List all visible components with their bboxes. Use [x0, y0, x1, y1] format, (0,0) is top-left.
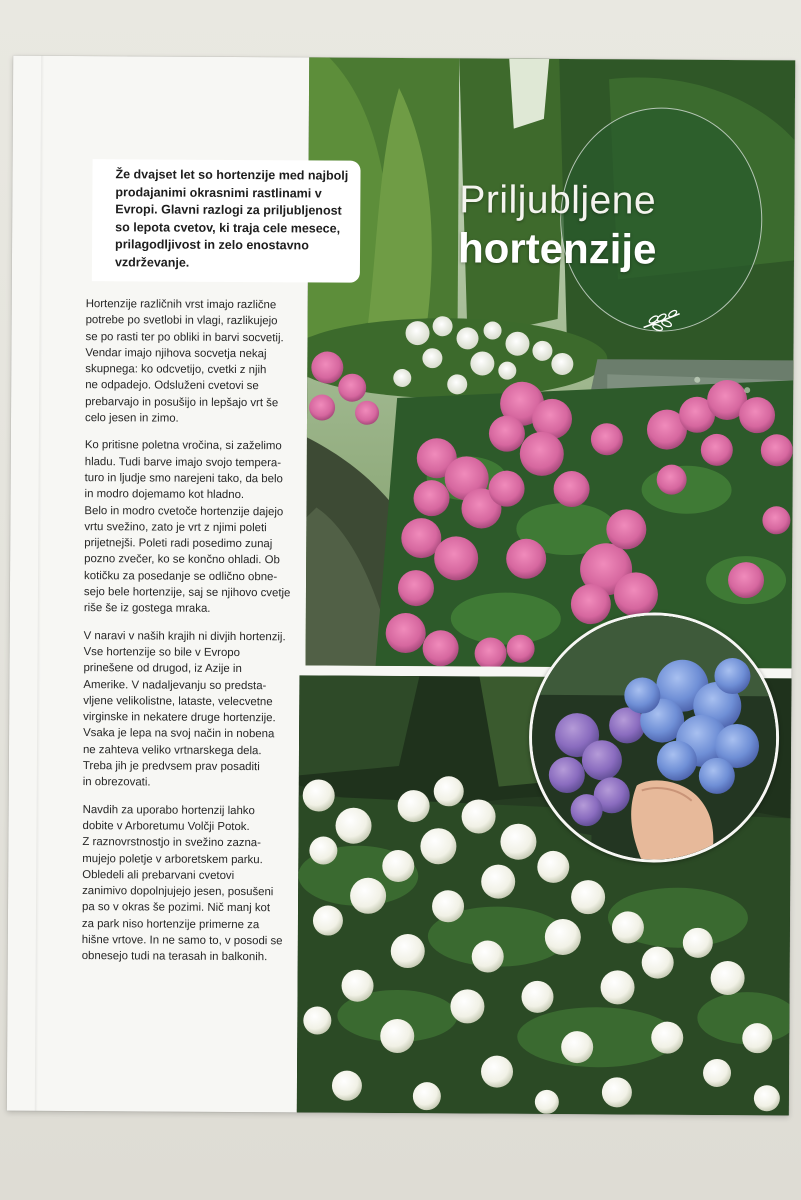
body-paragraph: Ko pritisne poletna vročina, si zaželimo hladu. Tudi barve imajo svojo tempera- turo in ljudje smo narejeni tako, da belo in modro dojemamo kot hladno. Belo in modro cvetoče hortenzije dajejo vrtu svežino, zato je vrt z njimi poleti prijetnejši. Poleti radi posedimo zunaj pozno zvečer, ko se končno ohladi. Ob kotičku za posedanje se odlično obne- sejo bele hortenzije, saj se njihovo cvetje riše še iz gostega mraka. — [83, 439, 291, 616]
page-spine-shadow — [35, 56, 44, 1111]
blue-hydrangea-in-hand-photo — [528, 612, 780, 864]
body-text-column — [82, 296, 304, 977]
article-title-line2: hortenzije — [457, 224, 657, 273]
leaf-sprig-icon — [640, 307, 684, 333]
article-title-line1: Priljubljene — [459, 178, 657, 223]
magazine-page — [7, 56, 795, 1116]
body-paragraph: Navdih za uporabo hortenzij lahko dobite v Arboretumu Volčji Potok. Z raznovrstnostjo in svežino zazna- mujejo poletje v arboretskem parku. Obledeli ali prebarvani cvetovi zanimivo dopolnjujejo jesen, posušeni pa so v okras še pozimi. Nič manj kot za park niso hortenzije primerne za hišne vrtove. In ne samo to, v posodi se obnesejo tudi na terasah in balkonih. — [81, 803, 283, 964]
body-paragraph: Hortenzije različnih vrst imajo različne potrebe po svetlobi in vlagi, razlikujejo se po rasti ter po obliki in barvi socvetij. Vendar imajo njihova socvetja nekaj skupnega: ko odcvetijo, cvetki z njih ne odpadejo. Odsluženi cvetovi se prebarvajo in posušijo in lepšajo vrt še celo jesen in zimo. — [84, 298, 284, 425]
body-paragraph: V naravi v naših krajih ni divjih hortenzij. Vse hortenzije so bile v Evropo prinešene od drugod, iz Azije in Amerike. V nadaljevanju so predsta- vljene velikolistne, lataste, velecvetne virginske in nekatere druge hortenzije. Vsaka je lepa na svoj način in nobena ne zahteva veliko vrtnarskega dela. Treba jih je predvsem prav posaditi in obrezovati. — [82, 629, 286, 789]
intro-paragraph: Že dvajset let so hortenzije med najbolj prodajanimi okrasnimi rastlinami v Evropi. Glavni razlogi za priljubljenost so lepota cvetov, ki traja cele mesece, prilagodljivost in zelo enostavno vzdrževanje. — [114, 167, 349, 270]
